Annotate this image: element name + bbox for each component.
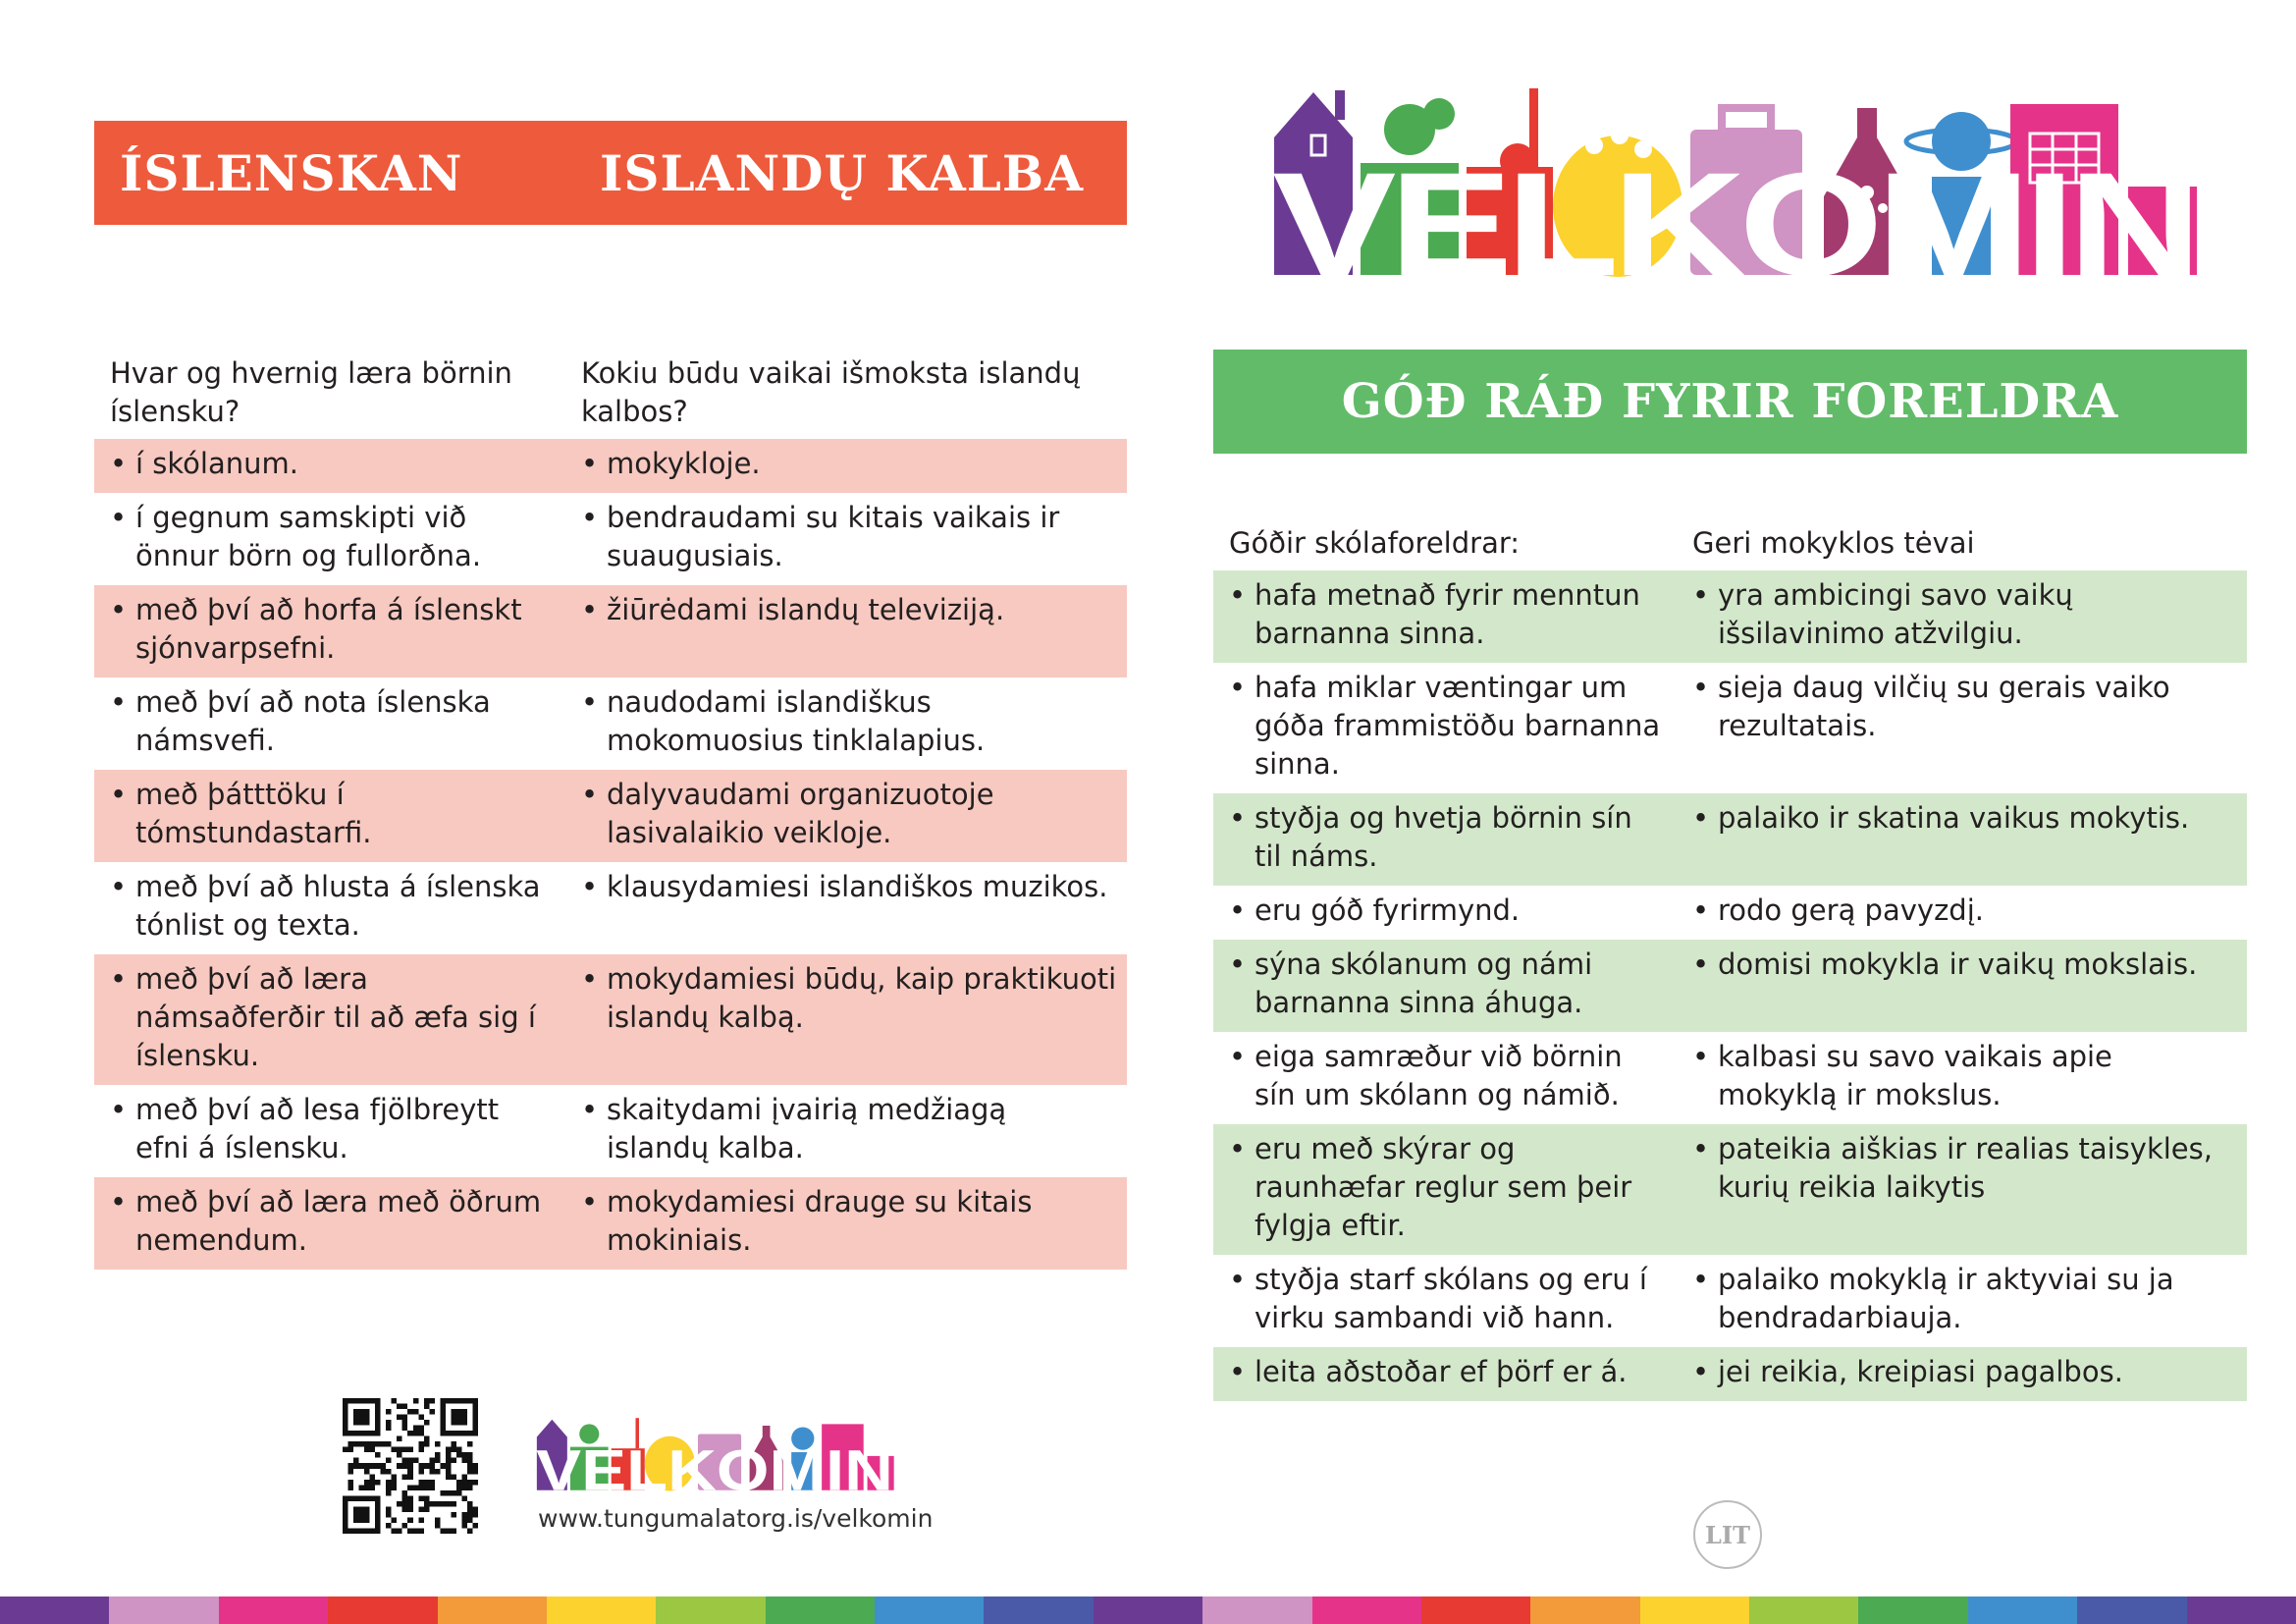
website-url[interactable]: www.tungumalatorg.is/velkomin: [538, 1504, 934, 1533]
table-cell: [1677, 1255, 2247, 1347]
table-row: [94, 439, 1127, 493]
cell-text: eiga samræður við börnin sín um skólann og námið.: [1255, 1040, 1623, 1111]
bullet-icon: •: [110, 593, 128, 626]
logo-text: VELKOMIN: [1272, 141, 2195, 280]
stripe-segment: [328, 1597, 437, 1624]
cell-text: jei reikia, kreipiasi pagalbos.: [1718, 1355, 2123, 1388]
bullet-icon: •: [581, 1185, 599, 1218]
header-cell: Kokiu būdu vaikai išmoksta islandų kalbos?: [581, 356, 1081, 428]
bullet-icon: •: [1692, 801, 1710, 835]
table-cell: [565, 493, 1127, 585]
bullet-icon: •: [1692, 1040, 1710, 1073]
table-cell: [1213, 570, 1677, 663]
bullet-icon: •: [110, 447, 128, 480]
stripe-segment: [109, 1597, 218, 1624]
bullet-icon: •: [1692, 671, 1710, 704]
table-cell: [1677, 663, 2247, 793]
logo-text-small: VELKOMIN: [536, 1438, 893, 1492]
cell-text: kalbasi su savo vaikais apie mokyklą ir mokslus.: [1718, 1040, 2112, 1111]
cell-text: domisi mokykla ir vaikų mokslais.: [1718, 947, 2198, 981]
cell-text: hafa miklar væntingar um góða frammistöðu barnanna sinna.: [1255, 671, 1661, 781]
bullet-icon: •: [110, 870, 128, 903]
bullet-icon: •: [110, 778, 128, 811]
cell-text: palaiko ir skatina vaikus mokytis.: [1718, 801, 2190, 835]
bullet-icon: •: [1692, 893, 1710, 927]
cell-text: í skólanum.: [135, 447, 298, 480]
table-row: [94, 585, 1127, 677]
bullet-icon: •: [1229, 671, 1247, 704]
table-cell: [1213, 663, 1677, 793]
rainbow-stripe: [0, 1597, 2296, 1624]
left-table: [94, 349, 1127, 1270]
cell-text: klausydamiesi islandiškos muzikos.: [607, 870, 1108, 903]
cell-text: hafa metnað fyrir menntun barnanna sinna.: [1255, 578, 1640, 650]
table-cell: [1213, 1255, 1677, 1347]
table-row: [94, 1177, 1127, 1270]
header-lithuanian: ISLANDŲ KALBA: [600, 143, 1084, 202]
table-row: [94, 770, 1127, 862]
stripe-segment: [656, 1597, 765, 1624]
table-row: [1213, 663, 2247, 793]
table-cell: [94, 862, 565, 954]
cell-text: eru góð fyrirmynd.: [1255, 893, 1521, 927]
stripe-segment: [1202, 1597, 1311, 1624]
table-cell: [94, 677, 565, 770]
stripe-segment: [1749, 1597, 1858, 1624]
stripe-segment: [766, 1597, 875, 1624]
table-cell: [94, 770, 565, 862]
table-cell: [565, 862, 1127, 954]
velkomin-logo: [1264, 79, 2203, 280]
table-cell: [1677, 1032, 2247, 1124]
bullet-icon: •: [581, 501, 599, 534]
stripe-segment: [875, 1597, 984, 1624]
table-cell: [1677, 570, 2247, 663]
bullet-icon: •: [1229, 578, 1247, 612]
stripe-segment: [1968, 1597, 2077, 1624]
table-row: [1213, 1255, 2247, 1347]
cell-text: eru með skýrar og raunhæfar reglur sem þeir fylgja eftir.: [1255, 1132, 1632, 1242]
table-cell: [94, 1085, 565, 1177]
bullet-icon: •: [581, 870, 599, 903]
bullet-icon: •: [1229, 1355, 1247, 1388]
stripe-segment: [1858, 1597, 1967, 1624]
table-row: [94, 1085, 1127, 1177]
table-cell: [565, 1085, 1127, 1177]
stripe-segment: [0, 1597, 109, 1624]
bullet-icon: •: [581, 962, 599, 996]
header-cell: Hvar og hvernig læra börnin íslensku?: [110, 356, 512, 428]
header-icelandic: ÍSLENSKAN: [120, 143, 463, 202]
cell-text: dalyvaudami organizuotoje lasivalaikio veikloje.: [607, 778, 994, 849]
header-cell: Góðir skólaforeldrar:: [1229, 526, 1521, 560]
table-cell: [565, 954, 1127, 1085]
table-cell: [1213, 1347, 1677, 1401]
cell-text: sieja daug vilčių su gerais vaiko rezultatais.: [1718, 671, 2170, 742]
cell-text: styðja og hvetja börnin sín til náms.: [1255, 801, 1632, 873]
table-cell: [94, 493, 565, 585]
table-cell: [94, 439, 565, 493]
bullet-icon: •: [1229, 1263, 1247, 1296]
table-row: [1213, 1124, 2247, 1255]
bullet-icon: •: [1229, 1040, 1247, 1073]
cell-text: með því að horfa á íslenskt sjónvarpsefni.: [135, 593, 522, 665]
bullet-icon: •: [1692, 947, 1710, 981]
stripe-segment: [984, 1597, 1093, 1624]
header-tips-title: GÓÐ RÁÐ FYRIR FORELDRA: [1341, 374, 2119, 429]
bullet-icon: •: [581, 593, 599, 626]
velkomin-logo-small: [533, 1414, 896, 1492]
bullet-icon: •: [1229, 1132, 1247, 1165]
table-cell: [1677, 1347, 2247, 1401]
table-cell: [1677, 793, 2247, 886]
bullet-icon: •: [1229, 893, 1247, 927]
stripe-segment: [1312, 1597, 1421, 1624]
cell-text: styðja starf skólans og eru í virku sambandi við hann.: [1255, 1263, 1647, 1334]
stripe-segment: [438, 1597, 547, 1624]
table-cell: [565, 677, 1127, 770]
cell-text: með því að nota íslenska námsvefi.: [135, 685, 491, 757]
cell-text: bendraudami su kitais vaikais ir suaugusiais.: [607, 501, 1060, 572]
table-cell: [1213, 1124, 1677, 1255]
table-cell: [1213, 1032, 1677, 1124]
table-cell: [565, 585, 1127, 677]
qr-code-icon: [343, 1398, 478, 1534]
cell-text: mokykloje.: [607, 447, 761, 480]
cell-text: pateikia aiškias ir realias taisykles, kurių reikia laikytis: [1718, 1132, 2213, 1204]
cell-text: mokydamiesi drauge su kitais mokiniais.: [607, 1185, 1033, 1257]
stripe-segment: [2187, 1597, 2296, 1624]
bullet-icon: •: [1692, 1263, 1710, 1296]
stripe-segment: [2077, 1597, 2186, 1624]
table-row: [1213, 940, 2247, 1032]
table-row: [94, 862, 1127, 954]
bullet-icon: •: [110, 1185, 128, 1218]
table-row: [94, 493, 1127, 585]
bullet-icon: •: [110, 685, 128, 719]
table-header-row: [1213, 518, 2247, 570]
bullet-icon: •: [110, 962, 128, 996]
stripe-segment: [547, 1597, 656, 1624]
stripe-segment: [1094, 1597, 1202, 1624]
table-cell: [1213, 940, 1677, 1032]
bullet-icon: •: [110, 501, 128, 534]
table-header-row: [94, 349, 1127, 439]
table-row: [94, 677, 1127, 770]
left-header-banner: [94, 121, 1127, 225]
table-cell: [1213, 886, 1677, 940]
bullet-icon: •: [1229, 947, 1247, 981]
bullet-icon: •: [1692, 578, 1710, 612]
cell-text: yra ambicingi savo vaikų išsilavinimo atžvilgiu.: [1718, 578, 2073, 650]
table-row: [1213, 886, 2247, 940]
cell-text: palaiko mokyklą ir aktyviai su ja bendradarbiauja.: [1718, 1263, 2174, 1334]
cell-text: með því að hlusta á íslenska tónlist og texta.: [135, 870, 541, 942]
table-cell: [565, 770, 1127, 862]
table-row: [1213, 1347, 2247, 1401]
stripe-segment: [1640, 1597, 1749, 1624]
table-cell: [94, 585, 565, 677]
table-cell: [1213, 793, 1677, 886]
bullet-icon: •: [581, 447, 599, 480]
cell-text: með því að lesa fjölbreytt efni á íslensku.: [135, 1093, 500, 1164]
lit-badge: LIT: [1693, 1500, 1762, 1569]
table-cell: [1677, 940, 2247, 1032]
bullet-icon: •: [581, 1093, 599, 1126]
table-cell: [565, 1177, 1127, 1270]
bullet-icon: •: [1692, 1132, 1710, 1165]
cell-text: með því að læra námsaðferðir til að æfa sig í íslensku.: [135, 962, 536, 1072]
table-row: [1213, 1032, 2247, 1124]
cell-text: leita aðstoðar ef þörf er á.: [1255, 1355, 1628, 1388]
cell-text: með því að læra með öðrum nemendum.: [135, 1185, 542, 1257]
table-row: [1213, 570, 2247, 663]
stripe-segment: [1421, 1597, 1530, 1624]
right-header-banner: [1213, 350, 2247, 454]
table-cell: [94, 954, 565, 1085]
table-row: [1213, 793, 2247, 886]
table-row: [94, 954, 1127, 1085]
bullet-icon: •: [110, 1093, 128, 1126]
header-cell: Geri mokyklos tėvai: [1692, 526, 1975, 560]
cell-text: sýna skólanum og námi barnanna sinna áhuga.: [1255, 947, 1593, 1019]
bullet-icon: •: [1229, 801, 1247, 835]
cell-text: í gegnum samskipti við önnur börn og fullorðna.: [135, 501, 482, 572]
cell-text: skaitydami įvairią medžiagą islandų kalba.: [607, 1093, 1007, 1164]
cell-text: mokydamiesi būdų, kaip praktikuoti islandų kalbą.: [607, 962, 1117, 1034]
table-cell: [1677, 886, 2247, 940]
table-cell: [565, 439, 1127, 493]
bullet-icon: •: [581, 685, 599, 719]
bullet-icon: •: [1692, 1355, 1710, 1388]
stripe-segment: [219, 1597, 328, 1624]
cell-text: žiūrėdami islandų televiziją.: [607, 593, 1005, 626]
right-table: [1213, 518, 2247, 1401]
table-cell: [94, 1177, 565, 1270]
table-cell: [1677, 1124, 2247, 1255]
cell-text: naudodami islandiškus mokomuosius tinklalapius.: [607, 685, 986, 757]
bullet-icon: •: [581, 778, 599, 811]
cell-text: með þátttöku í tómstundastarfi.: [135, 778, 372, 849]
cell-text: rodo gerą pavyzdį.: [1718, 893, 1984, 927]
stripe-segment: [1530, 1597, 1639, 1624]
